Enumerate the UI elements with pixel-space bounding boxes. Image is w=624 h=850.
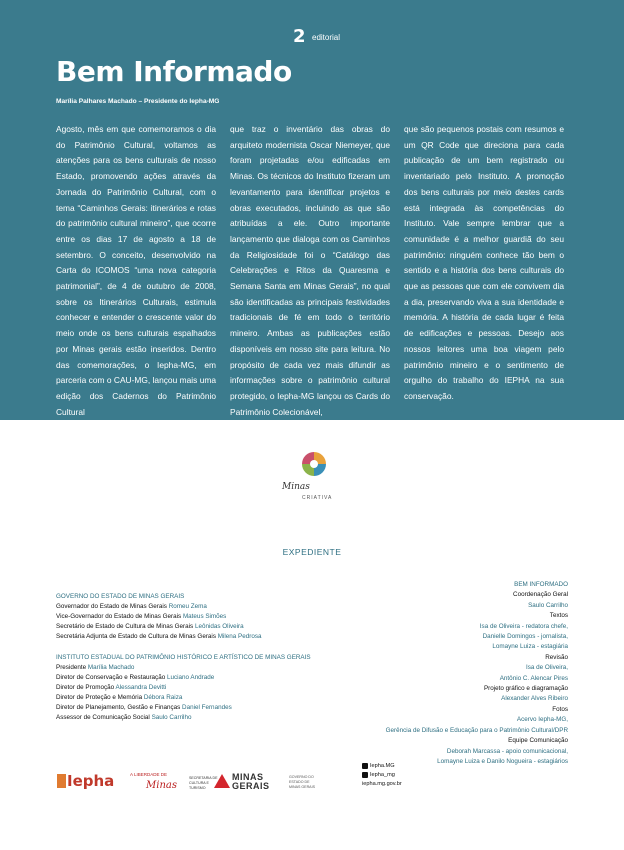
credit-name: Isa de Oliveira - redatora chefe, [479, 622, 568, 630]
governo-line-3: MINAS GERAIS [289, 785, 315, 789]
staff-role: Diretor de Promoção [56, 684, 115, 691]
staff-role: Governador do Estado de Minas Gerais [56, 603, 167, 610]
staff-row [56, 602, 311, 612]
credit-role: Projeto gráfico e diagramação [483, 685, 568, 693]
credit-name: Isa de Oliveira, [526, 664, 568, 672]
staff-role: Diretor de Conservação e Restauração [56, 674, 166, 681]
staff-role: Diretor de Proteção e Memória [56, 694, 143, 701]
credit-name: Gerência de Difusão e Educação para o Patrimônio Cultural/DPR [385, 726, 568, 734]
staff-row [56, 693, 311, 703]
mg-line-2: GERAIS [232, 781, 270, 791]
staff-name: Leônidas Oliveira [194, 623, 244, 630]
secretaria-line-2: CULTURA E [189, 781, 209, 785]
credit-name: Lomayne Luiza e Danilo Nogueira - estagiários [437, 757, 568, 765]
staff-name: Saulo Carrilho [151, 714, 192, 721]
staff-name: Romeu Zema [168, 603, 207, 610]
credit-name: Antônio C. Alencar Pires [499, 674, 568, 682]
staff-role: Assessor de Comunicação Social [56, 714, 150, 721]
instagram-link[interactable] [362, 771, 402, 780]
staff-row [56, 703, 311, 713]
staff-role: Diretor de Planejamento, Gestão e Finanças [56, 704, 181, 711]
facebook-link[interactable] [362, 762, 402, 771]
secretaria-line-3: TURISMO [189, 786, 206, 790]
liberdade-logo-top: A LIBERDADE DE [130, 772, 168, 777]
staff-row [56, 683, 311, 693]
credit-name: Lomayne Luiza - estagiária [492, 643, 568, 651]
staff-role: Secretária Adjunta de Estado de Cultura de Minas Gerais [56, 633, 216, 640]
staff-list [56, 592, 311, 723]
editorial-column-3: que são pequenos postais com resumos e um QR Code que direciona para cada publicação de um bem registrado ou inventariado pelo Instituto. A promoção dos bens culturais por meio destes cards está integrada às competências do Instituto. Vale sempre lembrar que a comunidade é a melhor guardiã do seu patrimônio: ninguém conhece tão bem o sentido e a história dos bens culturais do que as pessoas que com ele convivem dia a dia, preservando viva a sua identidade e memória. A história de cada lugar é feita de edificações e pessoas. Desejo aos nossos leitores uma boa viagem pelo patrimônio mineiro e o sentimento de orgulho do trabalho do IEPHA na sua conservação. [404, 124, 564, 401]
staff-name: Luciano Andrade [166, 674, 215, 681]
staff-row [56, 663, 311, 673]
staff-row [56, 713, 311, 723]
staff-name: Alessandra Devitti [115, 684, 167, 691]
staff-row [56, 673, 311, 683]
minas-gerais-triangle-icon [214, 774, 230, 788]
iepha-logo: Iepha [67, 772, 115, 790]
social-links [362, 762, 402, 789]
page-number: 2 [293, 26, 306, 47]
website-link[interactable]: iepha.mg.gov.br [362, 781, 402, 787]
credit-name: Saulo Carrilho [528, 601, 568, 609]
editorial-column-1: Agosto, mês em que comemoramos o dia do Patrimônio Cultural, voltamos as atenções para os bens culturais de nosso Estado, promovendo ações através da Jornada do Patrimônio Cultural, com o tema “Caminhos Gerais: itinerários e rotas do patrimônio cultural mineiro”, que ocorre entre os dias 17 de agosto a 18 de setembro. O conceito, desenvolvido na Carta do ICOMOS “uma nova categoria patrimonial”, de 4 de outubro de 2008, sobre os Itinerários Culturais, estimula conhecer e entender o crescente valor do meio onde os bens culturais espalhados por Minas gerais estão inseridos. Dentro das comemorações, o Iepha-MG, em parceria com o CAU-MG, lançou mais uma edição dos Cadernos do Patrimônio Cultural [56, 124, 216, 417]
credit-role: Textos [549, 612, 568, 620]
credit-role: Fotos [552, 705, 568, 713]
section-label: editorial [312, 33, 341, 42]
staff-role: Presidente [56, 664, 87, 671]
facebook-icon [362, 763, 368, 769]
mg-line-1: MINAS [232, 772, 264, 782]
credit-name: Alexander Alves Ribeiro [501, 695, 568, 703]
instituto-heading: INSTITUTO ESTADUAL DO PATRIMÔNIO HISTÓRICO E ARTÍSTICO DE MINAS GERAIS [56, 654, 311, 661]
staff-name: Marília Machado [87, 664, 135, 671]
editorial-column-2: que traz o inventário das obras do arquiteto modernista Oscar Niemeyer, que foram projetadas e/ou edificadas em Minas. Os técnicos do Instituto fizeram um levantamento para identificar projetos e obras executados, incluindo as que são atribuídas a ele. Outro importante lançamento que dialoga com os Caminhos da Religiosidade foi o “Catálogo das Celebrações e Ritos da Quaresma e Semana Santa em Minas Gerais”, no qual são identificadas as principais festividades tradicionais de fé em todo o território mineiro. Ambas as publicações estão disponíveis em nosso site para leitura. No propósito de cada vez mais difundir as informações sobre o patrimônio cultural protegido, o Iepha-MG lançou os Cards do Patrimônio Colecionável, [230, 124, 390, 417]
governo-heading: GOVERNO DO ESTADO DE MINAS GERAIS [56, 593, 185, 600]
staff-name: Débora Raiza [143, 694, 183, 701]
credit-name: Danielle Domingos - jornalista, [482, 633, 568, 641]
byline: Marília Palhares Machado – Presidente do Iepha-MG [56, 98, 220, 105]
liberdade-logo-script: Minas [146, 780, 177, 791]
credit-name: Acervo Iepha-MG, [516, 716, 568, 724]
expediente-heading: EXPEDIENTE [282, 547, 342, 557]
secretaria-line-1: SECRETARIA DE [189, 776, 218, 780]
logo-subtitle: CRIATIVA [302, 495, 333, 501]
credit-role: Equipe Comunicação [508, 737, 568, 745]
staff-name: Milena Pedrosa [217, 633, 262, 640]
staff-row [56, 622, 311, 632]
governo-line-1: GOVERNO DO [289, 775, 314, 779]
staff-name: Mateus Simões [182, 613, 227, 620]
credit-role: Revisão [545, 653, 568, 661]
staff-role: Vice-Governador do Estado de Minas Gerais [56, 613, 182, 620]
credit-role: Coordenação Geral [513, 591, 568, 599]
governo-line-2: ESTADO DE [289, 780, 310, 784]
facebook-label: Iepha.MG [370, 763, 395, 769]
credits-heading: BEM INFORMADO [514, 581, 568, 588]
governo-logo-text [289, 775, 315, 790]
staff-row [56, 612, 311, 622]
credit-name: Deborah Marcassa - apoio comunicacional, [446, 747, 568, 755]
instagram-icon [362, 772, 368, 778]
minas-gerais-logo [232, 773, 270, 791]
logo-wordmark: Minas [282, 482, 310, 492]
staff-row [56, 632, 311, 642]
staff-role: Secretário de Estado de Cultura de Minas Gerais [56, 623, 194, 630]
page-title: Bem Informado [56, 55, 292, 88]
credits-list [386, 580, 568, 767]
staff-name: Daniel Fernandes [182, 704, 232, 711]
instagram-label: Iepha_mg [370, 772, 395, 778]
